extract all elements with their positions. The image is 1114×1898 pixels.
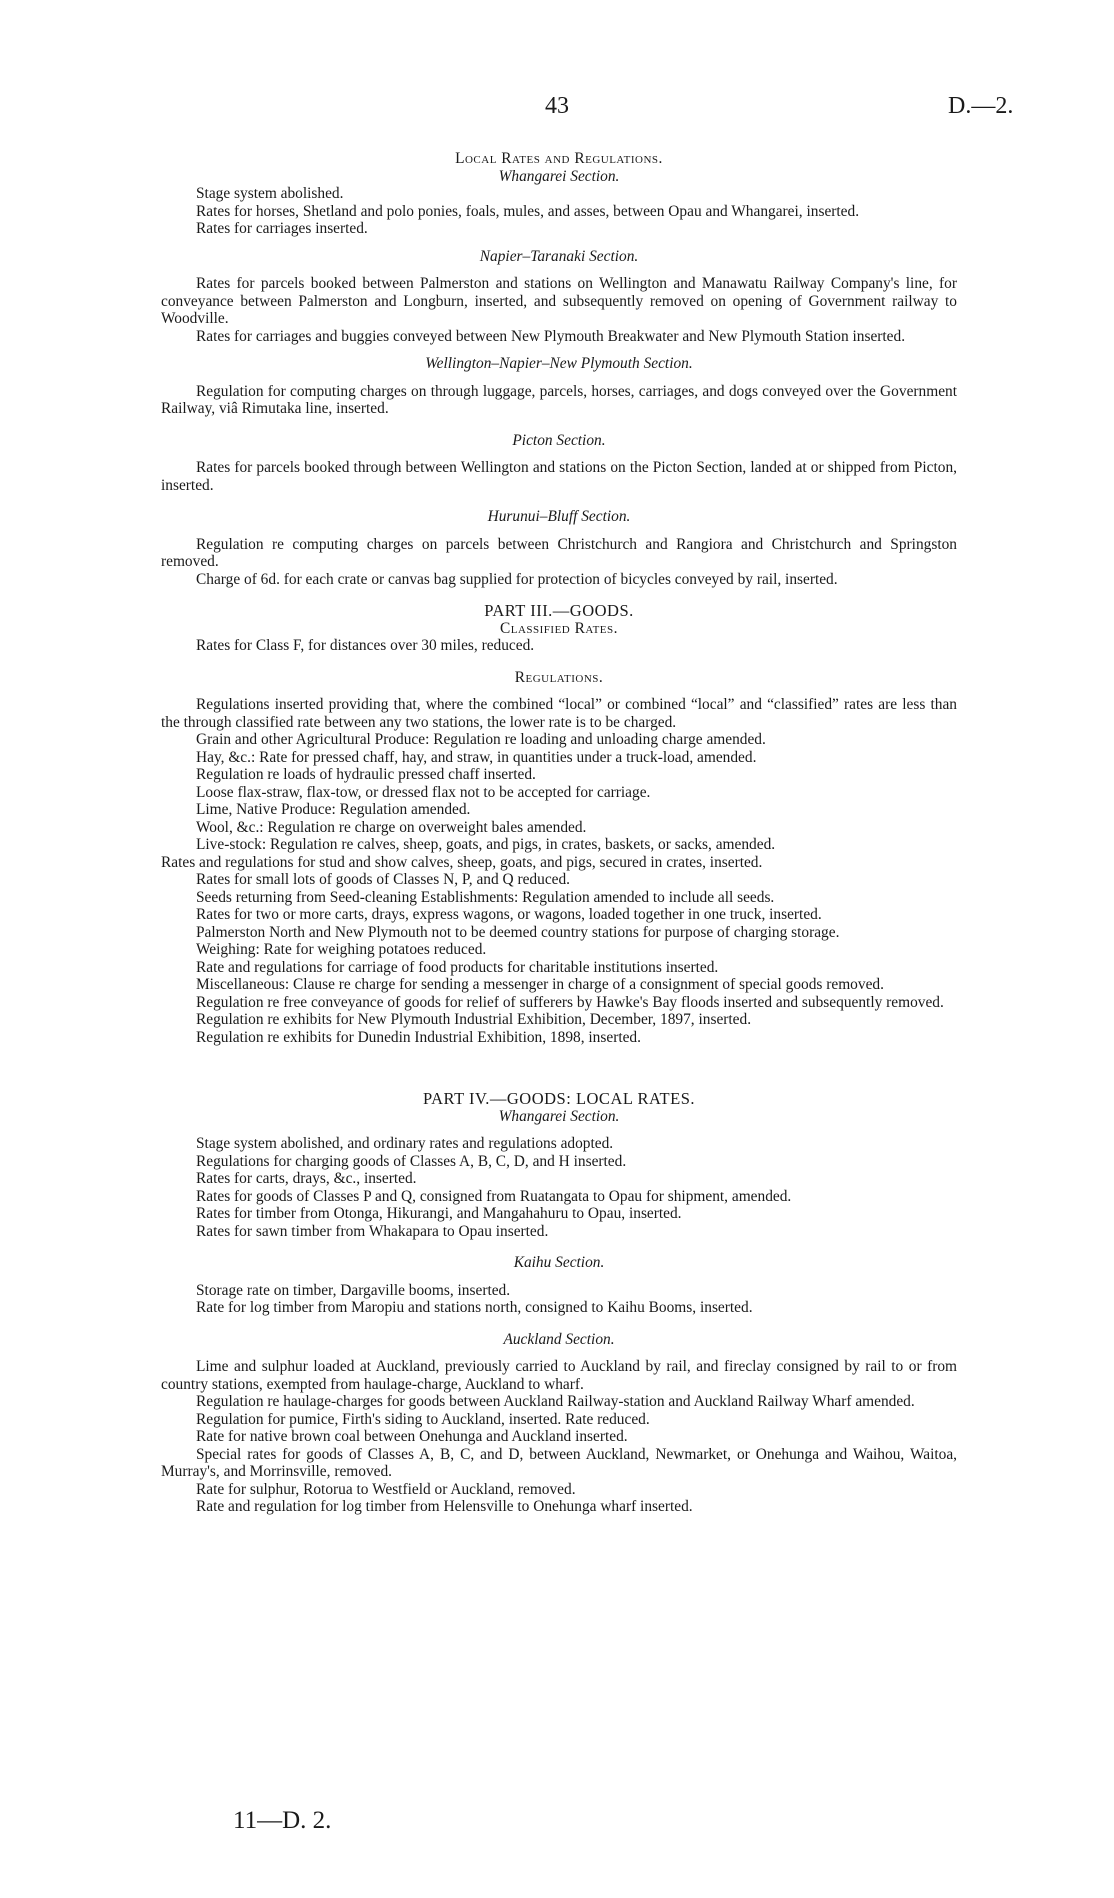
paragraph: Seeds returning from Seed-cleaning Establishments: Regulation amended to include all seeds. (196, 888, 775, 906)
paragraph: Stage system abolished, and ordinary rates and regulations adopted. (196, 1135, 614, 1152)
paragraph: Special rates for goods of Classes A, B, C, and D, between Auckland, Newmarket, or Onehunga and Waihou, Waitoa, Murray's, and Morrinsville, removed. (161, 1445, 957, 1480)
page-number: 43 (545, 93, 569, 119)
paragraph: Rates for Class F, for distances over 30 miles, reduced. (196, 637, 535, 654)
paragraph: Regulation re free conveyance of goods for relief of sufferers by Hawke's Bay floods inserted and subsequently removed. (196, 993, 944, 1011)
paragraph: Rates for horses, Shetland and polo ponies, foals, mules, and asses, between Opau and Whangarei, inserted. (196, 202, 860, 220)
paragraph: Regulation re exhibits for New Plymouth Industrial Exhibition, December, 1897, inserted. (196, 1011, 752, 1028)
paragraph: Rates for two or more carts, drays, express wagons, or wagons, loaded together in one truck, inserted. (196, 906, 822, 923)
paragraph: Charge of 6d. for each crate or canvas bag supplied for protection of bicycles conveyed by rail, inserted. (196, 570, 838, 588)
section-heading: Picton Section. (512, 431, 606, 449)
paragraph: Regulation re haulage-charges for goods between Auckland Railway-station and Auckland Railway Wharf amended. (196, 1393, 915, 1410)
paragraph: Stage system abolished. (196, 185, 344, 202)
section-heading: Napier–Taranaki Section. (479, 247, 639, 265)
paragraph: Rates for parcels booked through between Wellington and stations on the Picton Section, landed at or shipped from Picton, inserted. (161, 459, 957, 494)
paragraph: Storage rate on timber, Dargaville booms, inserted. (196, 1281, 511, 1299)
paragraph: Loose flax-straw, flax-tow, or dressed flax not to be accepted for carriage. (196, 783, 651, 801)
paragraph: Rates and regulations for stud and show calves, sheep, goats, and pigs, secured in crates, inserted. (161, 853, 763, 871)
paragraph: Regulation for pumice, Firth's siding to Auckland, inserted. Rate reduced. (196, 1410, 650, 1428)
paragraph: Regulations for charging goods of Classes A, B, C, D, and H inserted. (196, 1152, 627, 1170)
paragraph: Rates for sawn timber from Whakapara to Opau inserted. (196, 1222, 549, 1240)
document-reference: D.—2. (948, 93, 1014, 119)
paragraph: Rates for parcels booked between Palmerston and stations on Wellington and Manawatu Railway Company's line, for conveyance between Palmerston and Longburn, inserted, and subsequently removed on opening of Government railway to Woodville. (161, 275, 957, 327)
paragraph: Regulation for computing charges on through luggage, parcels, horses, carriages, and dogs conveyed over the Government Railway, viâ Rimutaka line, inserted. (161, 382, 957, 417)
part-heading: PART III.—GOODS. (484, 601, 634, 620)
paragraph: Rate and regulation for log timber from Helensville to Onehunga wharf inserted. (196, 1498, 693, 1515)
paragraph: Rate for native brown coal between Onehunga and Auckland inserted. (196, 1428, 628, 1445)
paragraph: Rates for carts, drays, &c., inserted. (196, 1170, 417, 1187)
paragraph: Grain and other Agricultural Produce: Regulation re loading and unloading charge amended. (196, 731, 766, 748)
part-heading: PART IV.—GOODS: LOCAL RATES. (422, 1089, 695, 1108)
paragraph: Regulation re exhibits for Dunedin Industrial Exhibition, 1898, inserted. (196, 1028, 641, 1046)
paragraph: Rates for carriages and buggies conveyed between New Plymouth Breakwater and New Plymouth Station inserted. (196, 327, 906, 345)
paragraph: Rate for sulphur, Rotorua to Westfield or Auckland, removed. (196, 1480, 576, 1498)
subsection-heading: Classified Rates. (499, 619, 618, 637)
paragraph: Palmerston North and New Plymouth not to be deemed country stations for purpose of charging storage. (196, 923, 840, 941)
paragraph: Regulation re loads of hydraulic pressed chaff inserted. (196, 766, 536, 783)
paragraph: Regulations inserted providing that, where the combined “local” or combined “local” and “classified” rates are less than the through classified rate between any two stations, the lower rate is to be charged. (161, 696, 957, 731)
page-body (161, 150, 957, 1516)
paragraph: Miscellaneous: Clause re charge for sending a messenger in charge of a consignment of special goods removed. (196, 976, 884, 993)
paragraph: Regulation re computing charges on parcels between Christchurch and Rangiora and Christchurch and Springston removed. (161, 535, 957, 570)
paragraph: Hay, &c.: Rate for pressed chaff, hay, and straw, in quantities under a truck-load, amended. (196, 748, 757, 766)
section-heading: Whangarei Section. (498, 167, 620, 185)
paragraph: Rates for timber from Otonga, Hikurangi, and Mangahahuru to Opau, inserted. (196, 1205, 682, 1222)
section-heading: Hurunui–Bluff Section. (487, 508, 631, 525)
paragraph: Rates for carriages inserted. (196, 220, 368, 237)
signature-mark: 11—D. 2. (233, 1807, 332, 1834)
paragraph: Rates for small lots of goods of Classes N, P, and Q reduced. (196, 871, 571, 888)
section-heading: Whangarei Section. (498, 1107, 620, 1125)
paragraph: Lime and sulphur loaded at Auckland, previously carried to Auckland by rail, and fireclay consigned by rail to or from country stations, exempted from haulage-charge, Auckland to wharf. (161, 1358, 957, 1393)
page-title: Local Rates and Regulations. (455, 150, 663, 167)
paragraph: Rates for goods of Classes P and Q, consigned from Ruatangata to Opau for shipment, amended. (196, 1187, 792, 1205)
paragraph: Live-stock: Regulation re calves, sheep, goats, and pigs, in crates, baskets, or sacks, amended. (196, 836, 776, 853)
paragraph: Rate for log timber from Maropiu and stations north, consigned to Kaihu Booms, inserted. (196, 1299, 753, 1316)
section-heading: Kaihu Section. (513, 1254, 605, 1271)
section-heading: Auckland Section. (503, 1330, 615, 1348)
subsection-heading: Regulations. (514, 668, 604, 686)
paragraph: Lime, Native Produce: Regulation amended. (196, 801, 471, 818)
paragraph: Wool, &c.: Regulation re charge on overweight bales amended. (196, 818, 587, 836)
paragraph: Weighing: Rate for weighing potatoes reduced. (196, 941, 487, 958)
section-heading: Wellington–Napier–New Plymouth Section. (425, 355, 693, 372)
paragraph: Rate and regulations for carriage of food products for charitable institutions inserted. (196, 958, 719, 976)
